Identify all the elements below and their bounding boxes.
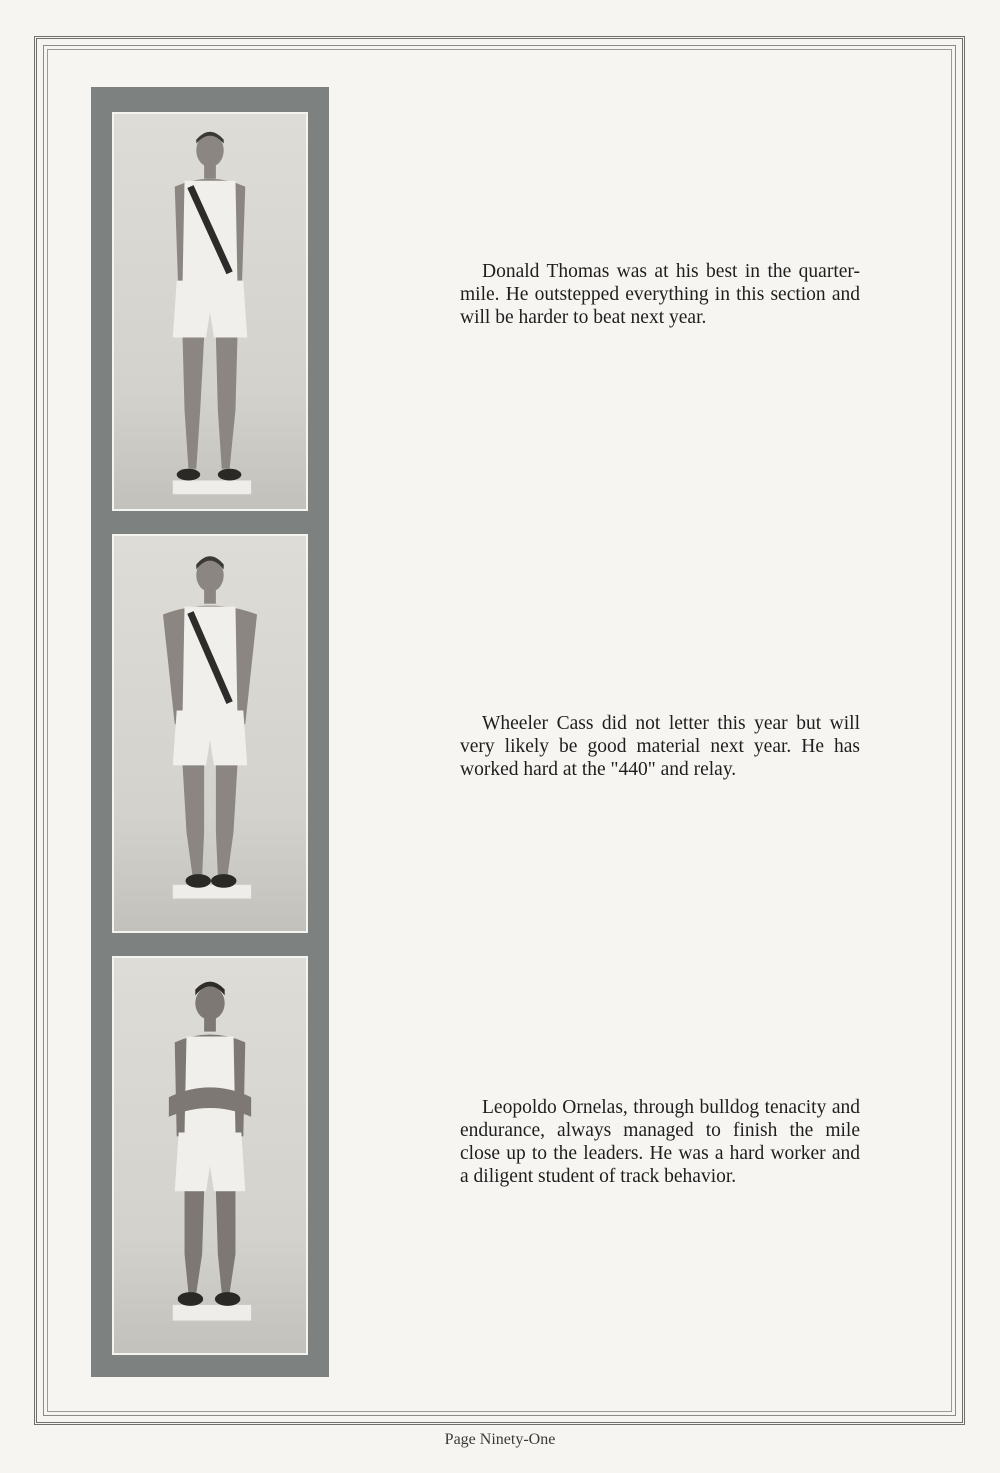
athlete-caption-2: Wheeler Cass did not letter this year but will very likely be good material next year. He has worked hard at the "440" and relay. (460, 713, 860, 780)
athlete-caption-1: Donald Thomas was at his best in the quarter-mile. He outstepped everything in this section and will be harder to beat next year. (460, 261, 860, 328)
athlete-photo-3 (112, 956, 308, 1355)
runner-figure-3 (114, 958, 306, 1353)
athlete-photo-1 (112, 112, 308, 511)
runner-figure-2 (114, 536, 306, 931)
photo-strip (91, 87, 329, 1377)
page-number: Page Ninety-One (444, 1431, 556, 1448)
athlete-caption-3: Leopoldo Ornelas, through bulldog tenacity and endurance, always managed to finish the mile close up to the leaders. He was a hard worker and a diligent student of track behavior. (460, 1097, 860, 1187)
runner-figure-1 (114, 114, 306, 509)
athlete-photo-2 (112, 534, 308, 933)
